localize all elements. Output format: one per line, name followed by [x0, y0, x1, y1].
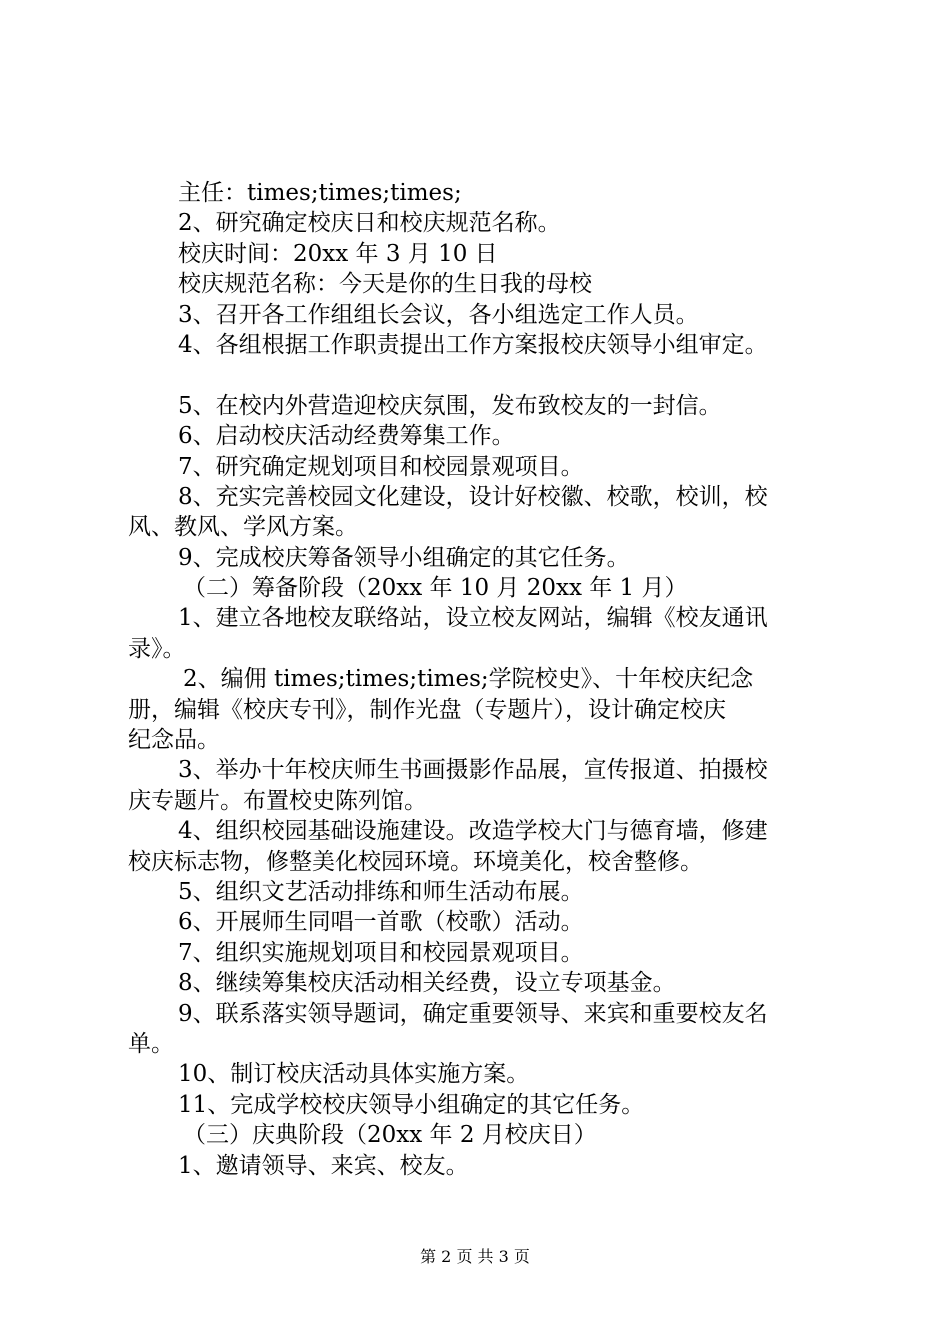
paragraph-line: 3、举办十年校庆师生书画摄影作品展，宣传报道、拍摄校: [178, 757, 768, 784]
paragraph-line: 10、制订校庆活动具体实施方案。: [178, 1061, 530, 1088]
paragraph-line: 2、研究确定校庆日和校庆规范名称。: [178, 210, 561, 237]
paragraph-line: 单。: [128, 1030, 174, 1057]
paragraph-line: 2、编佣 times;times;times;学院校史》、十年校庆纪念: [183, 666, 754, 693]
paragraph-line: 校庆标志物，修整美化校园环境。环境美化，校舍整修。: [128, 848, 703, 875]
paragraph-line: 5、组织文艺活动排练和师生活动布展。: [178, 878, 584, 905]
paragraph-line: 8、继续筹集校庆活动相关经费，设立专项基金。: [178, 970, 676, 997]
paragraph-line: 6、开展师生同唱一首歌（校歌）活动。: [178, 909, 584, 936]
paragraph-line: 4、各组根据工作职责提出工作方案报校庆领导小组审定。: [178, 331, 768, 358]
section-heading: （三）庆典阶段（20xx 年 2 月校庆日）: [183, 1122, 597, 1149]
section-heading: （二）筹备阶段（20xx 年 10 月 20xx 年 1 月）: [183, 575, 688, 602]
page-footer: 第 2 页 共 3 页: [420, 1247, 530, 1266]
paragraph-line: 7、组织实施规划项目和校园景观项目。: [178, 939, 584, 966]
paragraph-line: 风、教风、学风方案。: [128, 514, 358, 541]
paragraph-line: 主任：times;times;times;: [178, 180, 462, 206]
paragraph-line: 9、完成校庆筹备领导小组确定的其它任务。: [178, 544, 630, 571]
paragraph-line: 1、邀请领导、来宾、校友。: [178, 1152, 469, 1179]
paragraph-line: 册，编辑《校庆专刊》，制作光盘（专题片），设计确定校庆: [128, 696, 726, 723]
paragraph-line: 5、在校内外营造迎校庆氛围，发布致校友的一封信。: [178, 392, 722, 419]
paragraph-line: 8、充实完善校园文化建设，设计好校徽、校歌，校训，校: [178, 483, 768, 510]
paragraph-line: 11、完成学校校庆领导小组确定的其它任务。: [178, 1091, 645, 1118]
paragraph-line: 4、组织校园基础设施建设。改造学校大门与德育墙，修建: [178, 818, 768, 845]
paragraph-line: 校庆规范名称：今天是你的生日我的母校: [178, 271, 592, 298]
document-body: [128, 178, 834, 1181]
paragraph-line: 9、联系落实领导题词，确定重要领导、来宾和重要校友名: [178, 1000, 768, 1027]
paragraph-line: 3、召开各工作组组长会议，各小组选定工作人员。: [178, 301, 699, 328]
paragraph-line: 庆专题片。布置校史陈列馆。: [128, 787, 427, 814]
paragraph-line: 1、建立各地校友联络站，设立校友网站，编辑《校友通讯: [178, 605, 768, 632]
paragraph-line: 校庆时间：20xx 年 3 月 10 日: [178, 240, 498, 267]
paragraph-line: 录》。: [128, 635, 186, 662]
paragraph-line: 6、启动校庆活动经费筹集工作。: [178, 423, 515, 450]
paragraph-line: 纪念品。: [128, 727, 220, 754]
blank-line: [128, 360, 834, 390]
paragraph-line: 7、研究确定规划项目和校园景观项目。: [178, 453, 584, 480]
